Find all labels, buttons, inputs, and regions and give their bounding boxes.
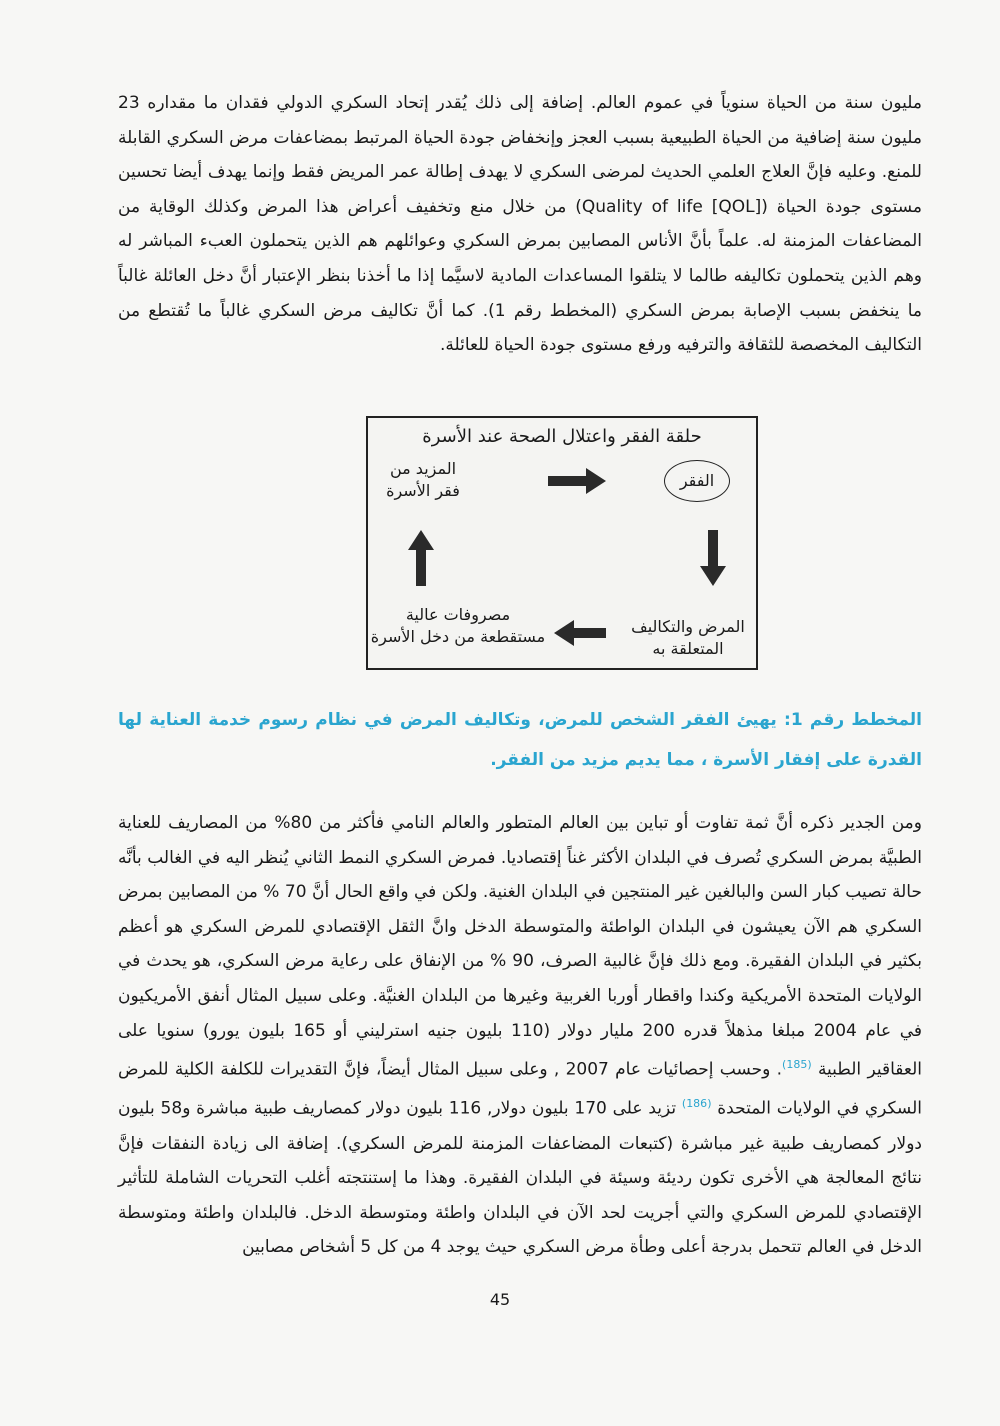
paragraph-2-part2: . وحسب إحصائيات عام 2007 , وعلى سبيل المثال أيضاً، فإنَّ التقديرات للكلفة الكلية للمرض السكري في الولايات المتحدة <box>118 1059 922 1120</box>
figure-caption: المخطط رقم 1: يهيئ الفقر الشخص للمرض، وتكاليف المرض في نظام رسوم خدمة العناية لها القدرة على إفقار الأسرة ، مما يديم مزيد من الفقر. <box>118 710 922 770</box>
node-poverty-label: الفقر <box>679 471 715 490</box>
paragraph-2-block <box>118 806 922 1265</box>
reference-185: (185) <box>782 1058 812 1072</box>
node-expenses-line2: مستقطعة من دخل الأسرة <box>370 627 546 646</box>
paragraph-1-block <box>118 86 922 363</box>
node-more-poverty <box>368 458 478 502</box>
node-more-poverty-line1: المزيد من <box>389 459 457 478</box>
diagram-title: حلقة الفقر واعتلال الصحة عند الأسرة <box>422 426 702 447</box>
arrow-left-icon <box>554 620 606 646</box>
arrow-down-icon <box>700 530 726 586</box>
node-poverty <box>664 460 730 502</box>
paragraph-2-part3: تزيد على 170 بليون دولار, 116 بليون دولار كمصاريف طبية مباشرة و58 بليون دولار كمصاريف طبية غير مباشرة (كتبعات المضاعفات المزمنة للمرض السكري). إضافة الى زيادة النفقات فإنَّ نتائج المعالجة هي الأخرى تكون رديئة وسيئة في البلدان الفقيرة. وهذا ما إستنتجته أغلب التحريات الشاملة للتأثير الإقتصادي للمرض السكري والتي أجريت لحد الآن في البلدان واطئة ومتوسطة الدخل. فالبلدان واطئة ومتوسطة الدخل في العالم تتحمل بدرجة أعلى وطأة مرض السكري حيث يوجد 4 من كل 5 أشخاص مصابين <box>118 1099 922 1258</box>
node-disease-line2: المتعلقة به <box>652 639 724 658</box>
reference-186: (186) <box>681 1097 712 1111</box>
node-more-poverty-line2: فقر الأسرة <box>386 481 460 500</box>
arrow-up-icon <box>408 530 434 586</box>
paragraph-2-part1: ومن الجدير ذكره أنَّ ثمة تفاوت أو تباين بين العالم المتطور والعالم النامي فأكثر من 80% من المصاريف للعناية الطبيَّة بمرض السكري تُصرف في البلدان الأكثر غناً إقتصاديا. فمرض السكري النمط الثاني يُنظر اليه في الغالب بأنَّه حالة تصيب كبار السن والبالغين غير المنتجين في البلدان الغنية. ولكن في واقع الحال أنَّ 70 % من المصابين بمرض السكري هم الآن يعيشون في البلدان الواطئة والمتوسطة الدخل وانَّ الثقل الإقتصادي للمرض السكري هو أعظم بكثير في البلدان الفقيرة. ومع ذلك فإنَّ غالبية الصرف، 90 % من الإنفاق على رعاية مرض السكري، هو يحدث في الولايات المتحدة الأمريكية وكندا واقطار أوربا الغربية وغيرها من البلدان الغنيَّة. وعلى سبيل المثال أنفق الأمريكيون في عام 2004 مبلغا مذهلاً قدره 200 مليار دولار (110 بليون جنيه استرليني أو 165 بليون يورو) سنويا على العقاقير الطبية <box>118 813 922 1080</box>
poverty-cycle-diagram <box>366 416 758 670</box>
node-high-expenses <box>368 604 548 648</box>
paragraph-2 <box>118 806 922 1265</box>
node-disease-line1: المرض والتكاليف <box>631 617 745 636</box>
arrow-right-icon <box>548 468 608 494</box>
page-number: 45 <box>489 1290 511 1309</box>
paragraph-1: مليون سنة من الحياة سنوياً في عموم العالم. إضافة إلى ذلك يُقدر إتحاد السكري الدولي فقدان ما مقداره 23 مليون سنة إضافية من الحياة الطبيعية بسبب العجز وإنخفاض جودة الحياة المرتبط بمضاعفات مرض السكري القابلة للمنع. وعليه فإنَّ العلاج العلمي الحديث لمرضى السكري لا يهدف إطالة عمر المريض فقط وإنما يهدف أيضا تحسين مستوى جودة الحياة (Quality of life [QOL]) من خلال منع وتخفيف أعراض هذا المرض وكذلك الوقاية من المضاعفات المزمنة له. علماً بأنَّ الأناس المصابين بمرض السكري وعوائلهم هم الذين يتحملون العبء المباشر له وهم الذين يتحملون تكاليفه طالما لا يتلقوا المساعدات المادية لاسيَّما إذا ما أخذنا بنظر الإعتبار أنَّ دخل العائلة غالباً ما ينخفض بسبب الإصابة بمرض السكري (المخطط رقم 1). كما أنَّ تكاليف مرض السكري غالباً ما تُقتطع من التكاليف المخصصة للثقافة والترفيه ورفع مستوى جودة الحياة للعائلة. <box>118 93 922 356</box>
node-disease-costs <box>624 616 752 660</box>
node-expenses-line1: مصروفات عالية <box>405 605 511 624</box>
